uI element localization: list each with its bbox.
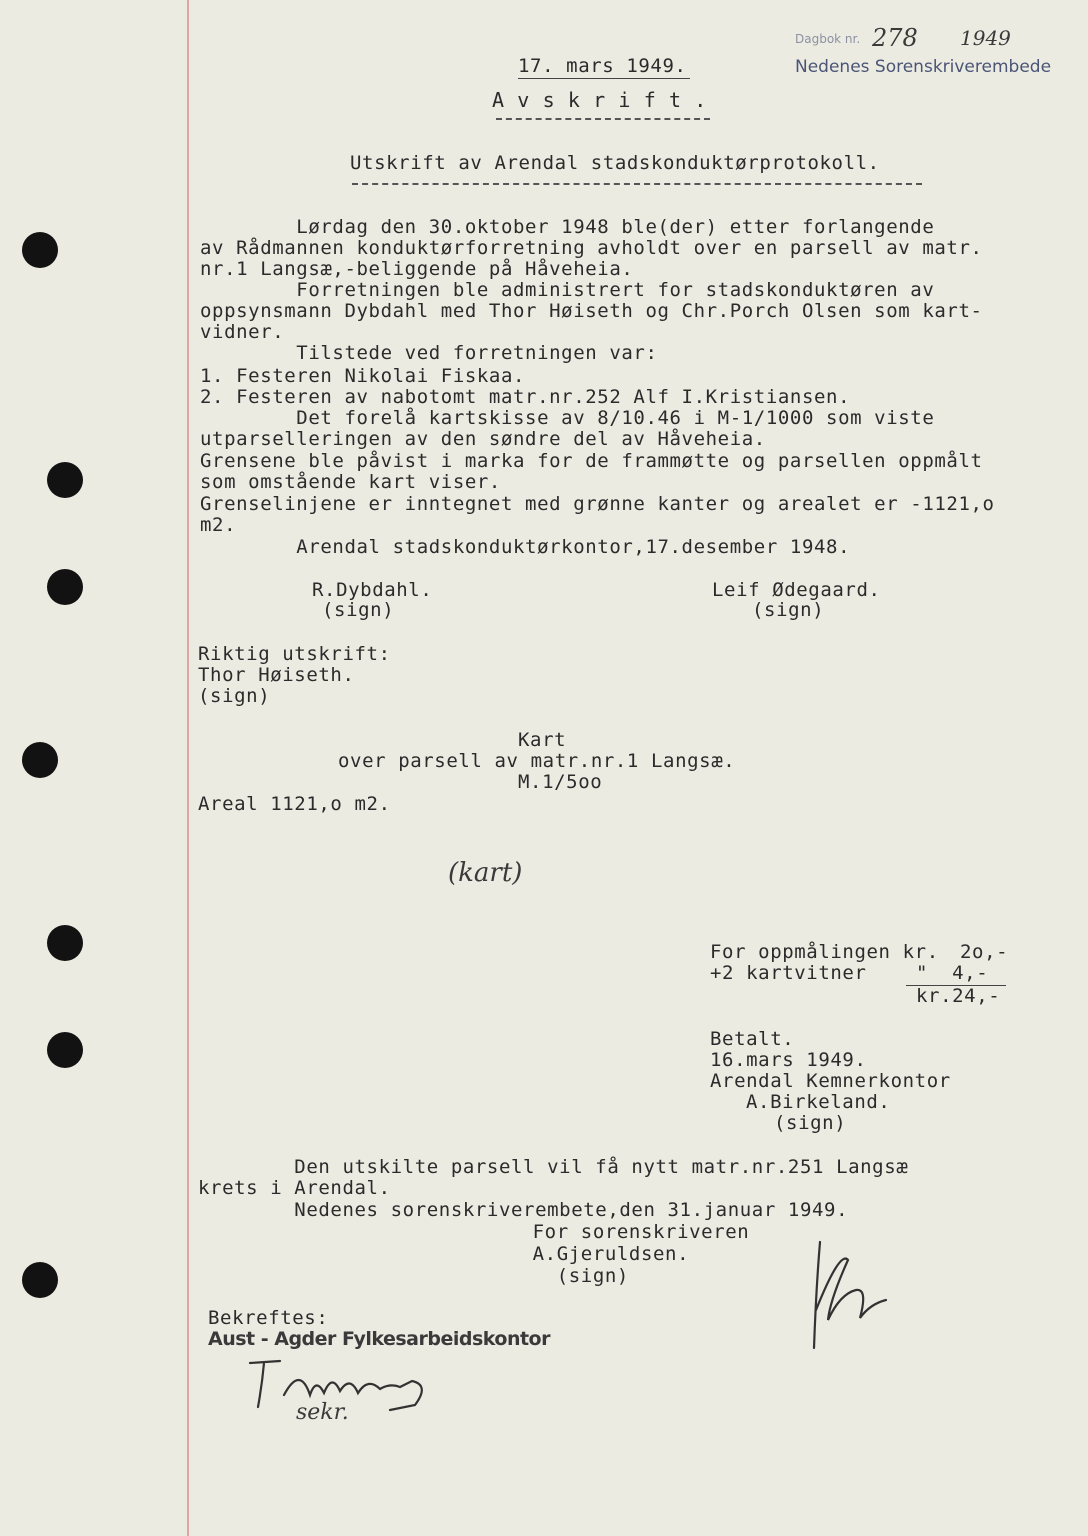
map-area: Areal 1121,o m2. [198,793,391,815]
punch-hole [47,1032,83,1068]
fee-value-witnesses: " 4,- [916,962,989,984]
date-underline [518,78,690,79]
punch-hole [47,462,83,498]
closing-line: Nedenes sorenskriverembete,den 31.januar 1949. [198,1199,849,1221]
body-line: Grensene ble påvist i marka for de frammøtte og parsellen oppmålt [200,450,983,472]
closing-line: A.Gjeruldsen. [340,1243,690,1265]
journal-year: 1949 [960,26,1011,50]
signature-name-right: Leif Ødegaard. [712,579,881,601]
body-line: Arendal stadskonduktørkontor,17.desember 1948. [200,536,851,558]
map-scale: M.1/5oo [518,771,603,793]
certified-name: Thor Høiseth. [198,664,355,686]
body-line: av Rådmannen konduktørforretning avholdt over en parsell av matr. [200,237,983,259]
paid-date: 16.mars 1949. [710,1049,867,1071]
certified-label: Riktig utskrift: [198,643,391,665]
office-stamp: Nedenes Sorenskriverembede [795,57,1052,77]
journal-number: 278 [872,24,918,52]
handwritten-map-note: (kart) [448,858,523,888]
paid-label: Betalt. [710,1028,795,1050]
journal-stamp-label: Dagbok nr. [795,32,861,46]
body-line: Lørdag den 30.oktober 1948 ble(der) etter forlangende [200,216,935,238]
body-line: Forretningen ble administrert for stadskonduktøren av [200,279,935,301]
body-line: m2. [200,514,237,536]
closing-line: (sign) [340,1265,629,1287]
closing-line: krets i Arendal. [198,1177,391,1199]
fee-label-survey: For oppmålingen kr. [710,941,939,963]
labour-office-stamp: Aust - Agder Fylkesarbeidskontor [208,1328,550,1350]
punch-hole [47,925,83,961]
body-line: Grenselinjene er inntegnet med grønne kanter og arealet er -1121,o [200,493,995,515]
margin-line [187,0,189,1536]
certified-sign: (sign) [198,685,271,707]
map-title: Kart [518,729,567,751]
closing-line: For sorenskriveren [340,1221,750,1243]
title-rule [496,118,710,120]
subtitle-rule [352,183,922,185]
punch-hole [22,742,58,778]
map-description: over parsell av matr.nr.1 Langsæ. [338,750,736,772]
confirmation-label: Bekreftes: [208,1307,329,1329]
body-line: vidner. [200,321,285,343]
closing-line: Den utskilte parsell vil få nytt matr.nr.251 Langsæ [198,1156,909,1178]
body-line: 2. Festeren av nabotomt matr.nr.252 Alf I.Kristiansen. [200,386,851,408]
body-line: nr.1 Langsæ,-beliggende på Håveheia. [200,258,634,280]
paid-name: A.Birkeland. [746,1091,891,1113]
paid-office: Arendal Kemnerkontor [710,1070,951,1092]
body-line: oppsynsmann Dybdahl med Thor Høiseth og Chr.Porch Olsen som kart- [200,300,983,322]
body-line: 1. Festeren Nikolai Fiskaa. [200,365,526,387]
body-line: utparselleringen av den søndre del av Håveheia. [200,428,766,450]
secretary-title: sekr. [296,1400,349,1425]
signature-mark-right: (sign) [752,599,825,621]
fee-label-witnesses: +2 kartvitner [710,962,867,984]
body-line: Det forelå kartskisse av 8/10.46 i M-1/1000 som viste [200,407,935,429]
body-line: som omstående kart viser. [200,471,501,493]
document-date: 17. mars 1949. [518,55,687,77]
punch-hole [22,232,58,268]
punch-hole [47,569,83,605]
paid-sign: (sign) [774,1112,847,1134]
punch-hole [22,1262,58,1298]
document-subtitle: Utskrift av Arendal stadskonduktørprotokoll. [350,152,880,174]
fee-value-survey: 2o,- [960,941,1009,963]
fee-total: kr.24,- [916,985,1001,1007]
body-line: Tilstede ved forretningen var: [200,342,658,364]
signature-name-left: R.Dybdahl. [312,579,433,601]
signature-mark-left: (sign) [322,599,395,621]
handwritten-initials [790,1230,910,1360]
document-title: A v s k r i f t . [492,88,707,112]
